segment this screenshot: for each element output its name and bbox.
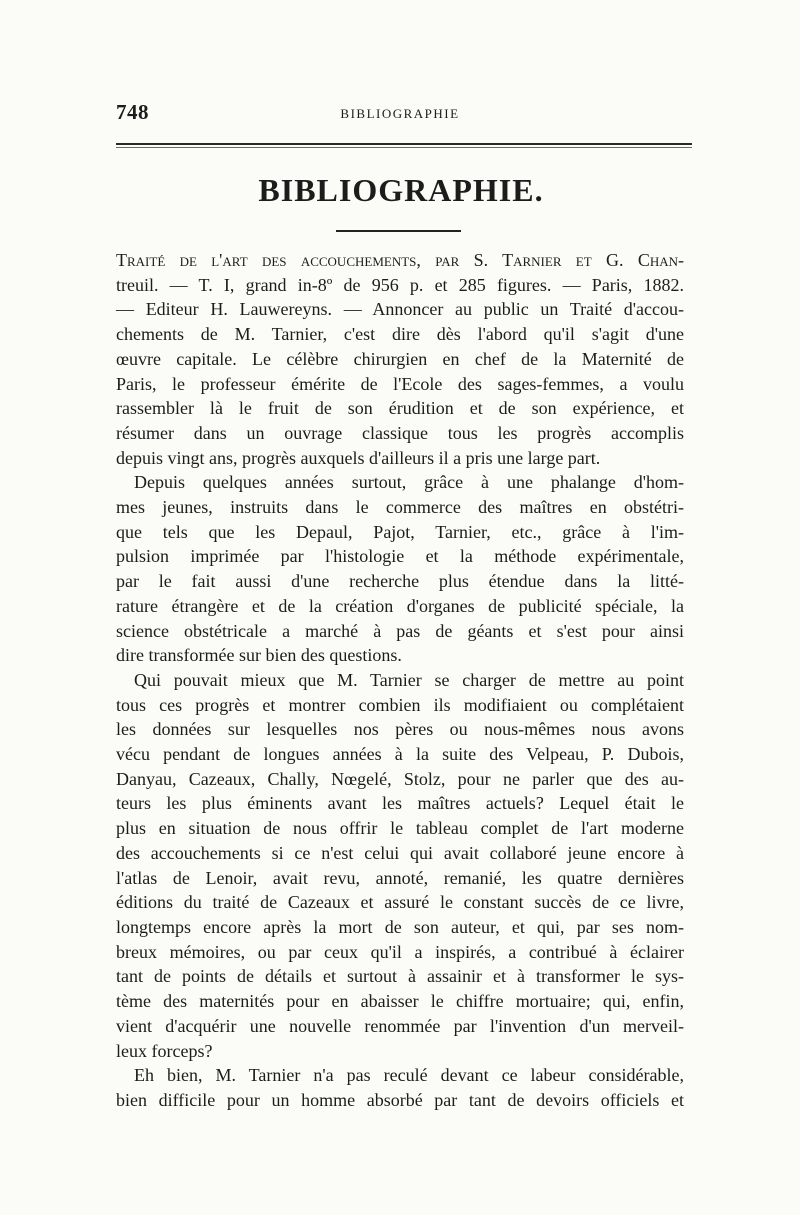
text-line: depuis vingt ans, progrès auxquels d'ailleurs il a pris une large part. bbox=[116, 447, 601, 468]
running-head bbox=[116, 100, 684, 128]
text-line: pulsion imprimée par l'histologie et la méthode expérimentale, bbox=[116, 546, 684, 567]
paragraph-4 bbox=[116, 1063, 684, 1112]
text-line: vécu pendant de longues années à la suite des Velpeau, P. Dubois, bbox=[116, 744, 684, 765]
text-line: œuvre capitale. Le célèbre chirurgien en chef de la Maternité de bbox=[116, 348, 684, 369]
text-line: dire transformée sur bien des questions. bbox=[116, 645, 402, 666]
text-line: bien difficile pour un homme absorbé par tant de devoirs officiels et bbox=[116, 1089, 684, 1110]
text-line: teurs les plus éminents avant les maîtres actuels? Lequel était le bbox=[116, 793, 684, 814]
text-line: chements de M. Tarnier, c'est dire dès l'abord qu'il s'agit d'une bbox=[116, 324, 684, 345]
text-line: Depuis quelques années surtout, grâce à une phalange d'hom- bbox=[134, 472, 684, 493]
text-line: science obstétricale a marché à pas de géants et s'est pour ainsi bbox=[116, 620, 684, 641]
text-line: tème des maternités pour en abaisser le chiffre mortuaire; qui, enfin, bbox=[116, 991, 684, 1012]
text-line: — Editeur H. Lauwereyns. — Annoncer au public un Traité d'accou- bbox=[116, 299, 684, 320]
text-line: Traité de l'art des accouchements, par S. Tarnier et G. Chan- bbox=[116, 250, 684, 270]
text-line: rassembler là le fruit de son érudition et de son expérience, et bbox=[116, 398, 684, 419]
header-rule-thick bbox=[116, 143, 692, 145]
paragraph-1 bbox=[116, 248, 684, 470]
text-line: Qui pouvait mieux que M. Tarnier se charger de mettre au point bbox=[134, 669, 684, 690]
running-title: BIBLIOGRAPHIE bbox=[340, 106, 460, 121]
paragraph-3 bbox=[116, 668, 684, 1063]
text-line: treuil. — T. I, grand in-8º de 956 p. et 285 figures. — Paris, 1882. bbox=[116, 274, 684, 295]
text-line: des accouchements si ce n'est celui qui avait collaboré jeune encore à bbox=[116, 842, 684, 863]
text-line: résumer dans un ouvrage classique tous les progrès accomplis bbox=[116, 422, 684, 443]
text-line: breux mémoires, ou par ceux qu'il a inspirés, a contribué à éclairer bbox=[116, 941, 684, 962]
text-line: par le fait aussi d'une recherche plus étendue dans la litté- bbox=[116, 571, 684, 592]
text-line: l'atlas de Lenoir, avait revu, annoté, remanié, les quatre dernières bbox=[116, 867, 684, 888]
text-line: mes jeunes, instruits dans le commerce des maîtres en obstétri- bbox=[116, 497, 684, 518]
text-line: Paris, le professeur émérite de l'Ecole des sages-femmes, a voulu bbox=[116, 373, 684, 394]
text-line: tous ces progrès et montrer combien ils modifiaient ou complétaient bbox=[116, 694, 684, 715]
section-title: BIBLIOGRAPHIE. bbox=[258, 172, 544, 208]
text-line: vient d'acquérir une nouvelle renommée par l'invention d'un merveil- bbox=[116, 1015, 684, 1036]
text-line: éditions du traité de Cazeaux et assuré le constant succès de ce livre, bbox=[116, 892, 684, 913]
text-line: les données sur lesquelles nos pères ou nous-mêmes nous avons bbox=[116, 719, 684, 740]
text-line: longtemps encore après la mort de son auteur, et qui, par ses nom- bbox=[116, 916, 684, 937]
text-line: tant de points de détails et surtout à assainir et à transformer le sys- bbox=[116, 966, 684, 987]
body-text bbox=[116, 248, 684, 1113]
text-line: rature étrangère et de la création d'organes de publicité spéciale, la bbox=[116, 595, 684, 616]
header-rule-thin bbox=[116, 147, 692, 148]
text-line: Danyau, Cazeaux, Chally, Nœgelé, Stolz, pour ne parler que des au- bbox=[116, 768, 684, 789]
text-line: Eh bien, M. Tarnier n'a pas reculé devant ce labeur considérable, bbox=[134, 1065, 684, 1086]
text-line: que tels que les Depaul, Pajot, Tarnier, etc., grâce à l'im- bbox=[116, 521, 684, 542]
page-number: 748 bbox=[116, 100, 149, 124]
text-line: plus en situation de nous offrir le tableau complet de l'art moderne bbox=[116, 818, 684, 839]
title-rule bbox=[336, 230, 461, 232]
text-line: leux forceps? bbox=[116, 1040, 213, 1061]
paragraph-2 bbox=[116, 470, 684, 668]
